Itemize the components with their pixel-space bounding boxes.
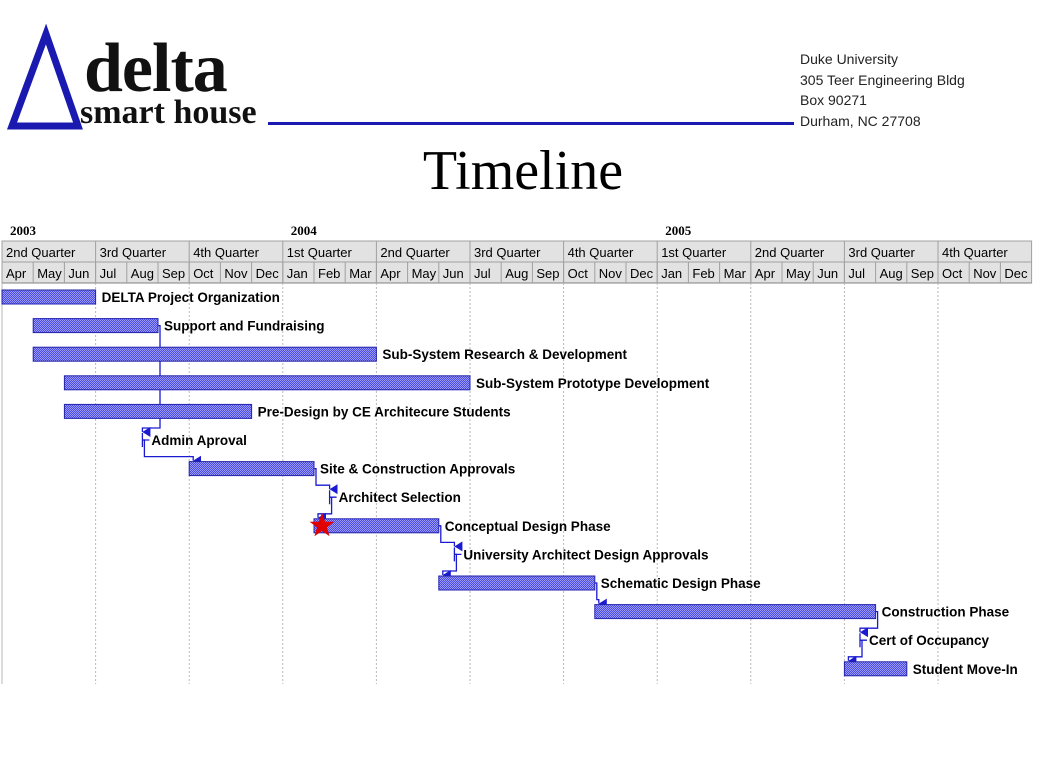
- logo-wordmark: delta: [84, 30, 227, 107]
- milestone-bracket: [454, 547, 461, 561]
- task-label: Admin Aproval: [151, 433, 247, 448]
- task-bar: [439, 576, 595, 590]
- year-label: 2003: [10, 223, 36, 238]
- month-label: Apr: [380, 266, 401, 281]
- month-label: Nov: [973, 266, 997, 281]
- task-label: Sub-System Prototype Development: [476, 375, 710, 391]
- month-label: Jul: [99, 266, 117, 281]
- month-label: Apr: [6, 266, 27, 281]
- task-bar: [2, 290, 96, 304]
- milestone-bracket: [860, 633, 867, 647]
- month-label: Oct: [193, 266, 214, 281]
- month-label: Oct: [567, 266, 588, 281]
- quarter-label: 1st Quarter: [286, 245, 352, 260]
- address-line: Durham, NC 27708: [800, 112, 921, 129]
- month-label: May: [411, 266, 437, 281]
- month-label: Feb: [318, 266, 341, 281]
- month-label: Oct: [942, 266, 963, 281]
- task-bar: [64, 376, 470, 390]
- address-line: Box 90271: [800, 92, 867, 108]
- task-label: University Architect Design Approvals: [463, 547, 709, 563]
- month-label: Dec: [255, 266, 279, 281]
- month-label: Aug: [130, 266, 154, 281]
- task-label: Student Move-In: [912, 661, 1018, 677]
- month-label: Dec: [630, 266, 654, 281]
- task-label: Cert of Occupancy: [869, 633, 990, 649]
- milestone-bracket: [142, 433, 149, 447]
- milestone-bracket: [330, 490, 337, 504]
- month-label: Jan: [661, 266, 683, 281]
- logo-subtitle: smart house: [80, 94, 257, 131]
- year-label: 2005: [665, 223, 692, 238]
- quarter-label: 2nd Quarter: [6, 245, 76, 260]
- month-label: Nov: [598, 266, 622, 281]
- month-label: Mar: [723, 266, 746, 281]
- month-label: Sep: [910, 266, 934, 281]
- address-line: Duke University: [800, 51, 899, 67]
- task-label: Support and Fundraising: [164, 318, 325, 334]
- month-label: May: [786, 266, 811, 281]
- quarter-label: 2nd Quarter: [754, 245, 825, 260]
- quarter-label: 3rd Quarter: [99, 245, 167, 260]
- quarter-label: 2nd Quarter: [380, 245, 450, 260]
- task-label: Construction Phase: [881, 604, 1010, 620]
- month-label: Apr: [754, 266, 776, 281]
- task-label: Pre-Design by CE Architecure Students: [257, 404, 511, 420]
- month-label: Sep: [162, 266, 186, 281]
- month-label: Aug: [879, 266, 903, 281]
- task-label: Site & Construction Approvals: [320, 461, 516, 477]
- quarter-label: 4th Quarter: [942, 245, 1008, 260]
- quarter-label: 1st Quarter: [661, 245, 727, 260]
- month-label: Jun: [442, 266, 464, 281]
- month-label: Nov: [224, 266, 248, 281]
- quarter-label: 3rd Quarter: [474, 245, 541, 260]
- task-bar: [595, 605, 876, 619]
- quarter-label: 4th Quarter: [567, 245, 634, 260]
- month-label: Jun: [68, 266, 90, 281]
- quarter-label: 3rd Quarter: [848, 245, 915, 260]
- month-label: Sep: [536, 266, 560, 281]
- year-label: 2004: [290, 223, 317, 238]
- task-bar: [189, 462, 314, 476]
- task-label: Sub-System Research & Development: [382, 347, 627, 363]
- month-label: Mar: [349, 266, 372, 281]
- month-label: Dec: [1004, 266, 1028, 281]
- page-title: Timeline: [422, 140, 624, 202]
- month-label: Jan: [286, 266, 308, 281]
- month-label: Aug: [505, 266, 529, 281]
- task-label: Architect Selection: [338, 490, 461, 506]
- address-line: 305 Teer Engineering Bldg: [800, 71, 965, 88]
- task-bar: [33, 347, 376, 361]
- month-label: Feb: [692, 266, 715, 281]
- task-bar: [33, 319, 158, 333]
- month-label: Jul: [848, 266, 866, 281]
- task-label: Schematic Design Phase: [600, 576, 761, 591]
- task-bar: [64, 404, 251, 418]
- dependency-arrow: [595, 583, 599, 604]
- quarter-label: 4th Quarter: [193, 245, 259, 260]
- task-bar: [314, 519, 439, 533]
- task-bar: [844, 662, 906, 676]
- task-label: DELTA Project Organization: [101, 290, 280, 305]
- month-label: May: [37, 266, 62, 281]
- month-label: Jun: [817, 266, 839, 281]
- task-label: Conceptual Design Phase: [444, 518, 611, 534]
- month-label: Jul: [474, 266, 491, 281]
